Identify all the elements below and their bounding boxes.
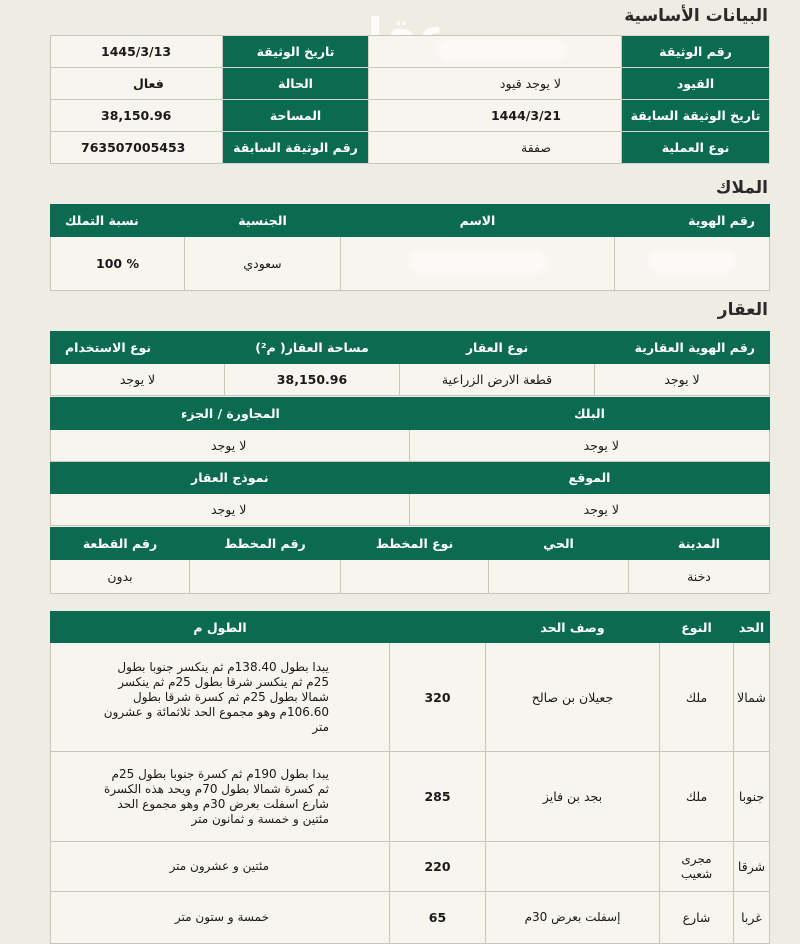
city-value: دخنة — [629, 560, 770, 594]
prev-doc-number-label: رقم الوثيقة السابقة — [223, 132, 369, 164]
border-type: ملك — [660, 643, 734, 752]
borders-header-desc: وصف الحد — [486, 612, 660, 643]
border-row-north — [51, 643, 770, 752]
border-dir: شرقا — [734, 842, 770, 892]
basic-row — [51, 132, 770, 164]
plan-type-header: نوع المخطط — [341, 528, 489, 560]
status-value: فعال — [51, 68, 223, 100]
plan-number-value — [190, 560, 341, 594]
owner-name — [341, 237, 615, 291]
neighborhood-header: المجاورة / الجزء — [51, 398, 410, 430]
border-type: مجرى شعيب — [660, 842, 734, 892]
border-text: مئتين و عشرون متر — [51, 842, 390, 892]
city-header-row — [51, 528, 770, 560]
property-type-value: قطعة الارض الزراعية — [400, 364, 595, 396]
parcel-number-header: رقم القطعة — [51, 528, 190, 560]
owners-header-share: نسبة التملك — [51, 205, 185, 237]
border-desc: بجد بن فايز — [486, 752, 660, 842]
doc-date-label: تاريخ الوثيقة — [223, 36, 369, 68]
property-row — [51, 364, 770, 396]
property-id-value: لا يوجد — [595, 364, 770, 396]
doc-number-label: رقم الوثيقة — [622, 36, 770, 68]
status-label: الحالة — [223, 68, 369, 100]
borders-header-row — [51, 612, 770, 643]
borders-header-type: النوع — [660, 612, 734, 643]
property-table-main — [50, 331, 770, 396]
block-row — [51, 430, 770, 462]
property-header-area: مساحة العقار( م²) — [225, 332, 400, 364]
border-length: 285 — [390, 752, 486, 842]
owners-header-name: الاسم — [341, 205, 615, 237]
border-row-west — [51, 892, 770, 944]
redacted-owner-id — [652, 254, 732, 270]
restrictions-value: لا يوجد قيود — [369, 68, 622, 100]
parcel-number-value: بدون — [51, 560, 190, 594]
border-dir: غربا — [734, 892, 770, 944]
borders-header-dir: الحد — [734, 612, 770, 643]
area-value: 38,150.96 — [51, 100, 223, 132]
basic-row — [51, 100, 770, 132]
property-usage-value: لا يوجد — [51, 364, 225, 396]
border-row-south — [51, 752, 770, 842]
border-dir: شمالا — [734, 643, 770, 752]
redacted-doc-number — [441, 42, 561, 58]
property-model-value: لا يوجد — [51, 494, 410, 526]
border-text: يبدا بطول 138.40م ثم ينكسر جنوبا بطول 25م ثم ينكسر شرقا بطول 25م ثم ينكسر شمالا بطول 25م ثم كسرة شرقا بطول 106.60م وهو مجموع الحد ثلاثمائة و عشرون متر — [51, 643, 390, 752]
neighborhood-value: لا يوجد — [51, 430, 410, 462]
redacted-owner-name — [413, 254, 543, 270]
property-header-usage: نوع الاستخدام — [51, 332, 225, 364]
basic-section-title: البيانات الأساسية — [624, 6, 768, 26]
property-header-id: رقم الهوية العقارية — [595, 332, 770, 364]
owners-table — [50, 204, 770, 291]
owners-header-nationality: الجنسية — [185, 205, 341, 237]
property-table-city — [50, 527, 770, 594]
restrictions-label: القيود — [622, 68, 770, 100]
owners-header-row — [51, 205, 770, 237]
owner-share: 100 % — [51, 237, 185, 291]
owners-header-id: رقم الهوية — [615, 205, 770, 237]
owner-nationality: سعودي — [185, 237, 341, 291]
borders-header-length: الطول م — [51, 612, 390, 643]
owners-section-title: الملاك — [715, 178, 768, 198]
plan-number-header: رقم المخطط — [190, 528, 341, 560]
property-table-block — [50, 397, 770, 526]
property-area-value: 38,150.96 — [225, 364, 400, 396]
doc-date-value: 1445/3/13 — [51, 36, 223, 68]
owner-id — [615, 237, 770, 291]
district-header: الحي — [489, 528, 629, 560]
border-type: شارع — [660, 892, 734, 944]
border-text: يبدا بطول 190م ثم كسرة جنوبا بطول 25م ثم كسرة شمالا بطول 70م ويحد هذه الكسرة شارع اسفلت بعرض 30م وهو مجموع الحد مئتين و خمسة و ثمانون متر — [51, 752, 390, 842]
border-desc — [486, 842, 660, 892]
district-value — [489, 560, 629, 594]
basic-row — [51, 36, 770, 68]
city-header: المدينة — [629, 528, 770, 560]
prev-doc-date-value: 1444/3/21 — [369, 100, 622, 132]
basic-row — [51, 68, 770, 100]
property-header-row — [51, 332, 770, 364]
plan-type-value — [341, 560, 489, 594]
border-length: 65 — [390, 892, 486, 944]
prev-doc-date-label: تاريخ الوثيقة السابقة — [622, 100, 770, 132]
prev-doc-number-value: 763507005453 — [51, 132, 223, 164]
doc-number-value — [369, 36, 622, 68]
operation-type-value: صفقة — [369, 132, 622, 164]
property-model-header: نموذج العقار — [51, 462, 410, 494]
border-desc: جعيلان بن صالح — [486, 643, 660, 752]
border-type: ملك — [660, 752, 734, 842]
block-value: لا يوجد — [410, 430, 770, 462]
city-row — [51, 560, 770, 594]
property-header-type: نوع العقار — [400, 332, 595, 364]
border-row-east — [51, 842, 770, 892]
location-value: لا يوجد — [410, 494, 770, 526]
location-header-row — [51, 462, 770, 494]
borders-table — [50, 611, 770, 944]
area-label: المساحة — [223, 100, 369, 132]
border-dir: جنوبا — [734, 752, 770, 842]
block-header: البلك — [410, 398, 770, 430]
border-desc: إسفلت بعرض 30م — [486, 892, 660, 944]
operation-type-label: نوع العملية — [622, 132, 770, 164]
borders-header-blank — [390, 612, 486, 643]
border-length: 320 — [390, 643, 486, 752]
location-row — [51, 494, 770, 526]
border-text: خمسة و ستون متر — [51, 892, 390, 944]
border-length: 220 — [390, 842, 486, 892]
basic-data-table — [50, 35, 770, 164]
owner-row — [51, 237, 770, 291]
block-header-row — [51, 398, 770, 430]
location-header: الموقع — [410, 462, 770, 494]
property-section-title: العقار — [717, 300, 768, 320]
